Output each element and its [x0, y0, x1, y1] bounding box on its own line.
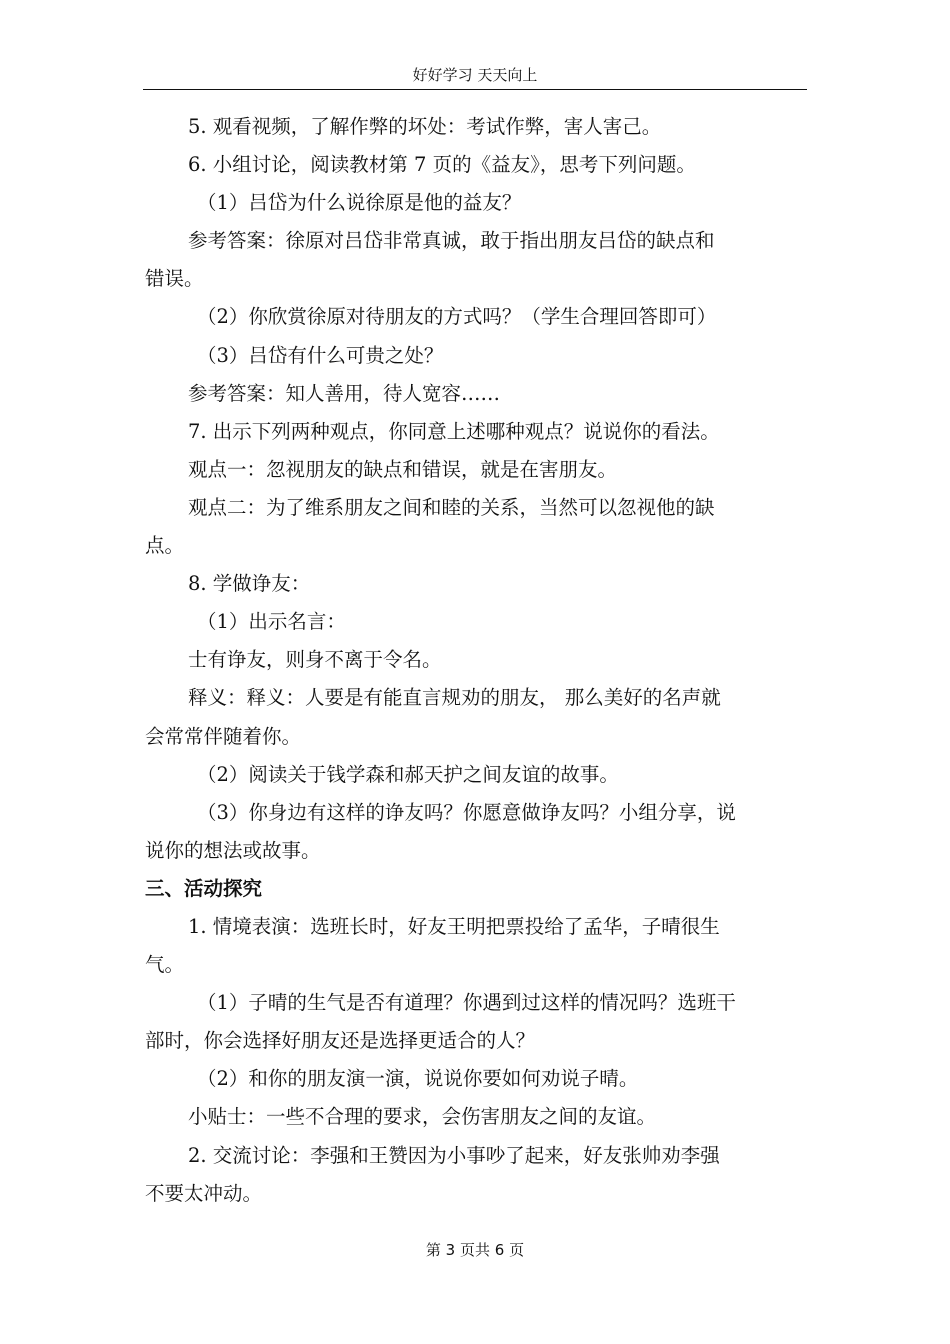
paragraph-line: （2）和你的朋友演一演，说说你要如何劝说子晴。	[197, 1067, 639, 1091]
paragraph-line: （2）你欣赏徐原对待朋友的方式吗？（学生合理回答即可）	[197, 305, 717, 329]
paragraph-line: 5. 观看视频，了解作弊的坏处：考试作弊，害人害己。	[188, 115, 662, 138]
paragraph-line: （2）阅读关于钱学森和郝天护之间友谊的故事。	[197, 762, 619, 786]
paragraph-line: 会常常伴随着你。	[145, 724, 302, 748]
page-header: 好好学习 天天向上	[412, 66, 538, 84]
paragraph-line: 点。	[145, 534, 185, 558]
section-heading: 三、活动探究	[145, 876, 263, 900]
document-body	[145, 108, 807, 1213]
paragraph-line: 部时，你会选择好朋友还是选择更适合的人？	[145, 1029, 536, 1053]
paragraph-line: 2. 交流讨论：李强和王赞因为小事吵了起来，好友张帅劝李强	[188, 1143, 720, 1167]
paragraph-line: 8. 学做诤友：	[188, 572, 311, 596]
paragraph-line: 观点一：忽视朋友的缺点和错误，就是在害朋友。	[188, 457, 618, 481]
header-rule	[143, 89, 807, 90]
paragraph-line: （1）子晴的生气是否有道理？你遇到过这样的情况吗？选班干	[197, 991, 736, 1015]
paragraph-line: 不要太冲动。	[145, 1181, 263, 1205]
paragraph-line: 气。	[145, 953, 185, 977]
paragraph-line: 参考答案：知人善用，待人宽容……	[188, 381, 501, 405]
paragraph-line: 士有诤友，则身不离于令名。	[188, 648, 442, 672]
paragraph-line: 7. 出示下列两种观点，你同意上述哪种观点？说说你的看法。	[188, 419, 720, 443]
paragraph-line: （3）你身边有这样的诤友吗？你愿意做诤友吗？小组分享，说	[197, 800, 736, 824]
paragraph-line: 参考答案：徐原对吕岱非常真诚，敢于指出朋友吕岱的缺点和	[188, 229, 715, 253]
paragraph-line: 错误。	[145, 267, 204, 291]
paragraph-line: 释义：释义：人要是有能直言规劝的朋友， 那么美好的名声就	[188, 686, 721, 710]
paragraph-line: 6. 小组讨论，阅读教材第 7 页的《益友》，思考下列问题。	[188, 153, 696, 177]
paragraph-line: （1）吕岱为什么说徐原是他的益友？	[197, 191, 522, 215]
paragraph-line: （1）出示名言：	[197, 610, 346, 634]
paragraph-line: 1. 情境表演：选班长时，好友王明把票投给了孟华，子晴很生	[188, 914, 720, 938]
paragraph-line: 说你的想法或故事。	[145, 838, 321, 862]
paragraph-line: （3）吕岱有什么可贵之处？	[197, 343, 444, 367]
paragraph-line: 观点二：为了维系朋友之间和睦的关系，当然可以忽视他的缺	[188, 495, 715, 519]
page-footer: 第 3 页共 6 页	[425, 1241, 525, 1259]
paragraph-line: 小贴士：一些不合理的要求，会伤害朋友之间的友谊。	[188, 1105, 657, 1129]
